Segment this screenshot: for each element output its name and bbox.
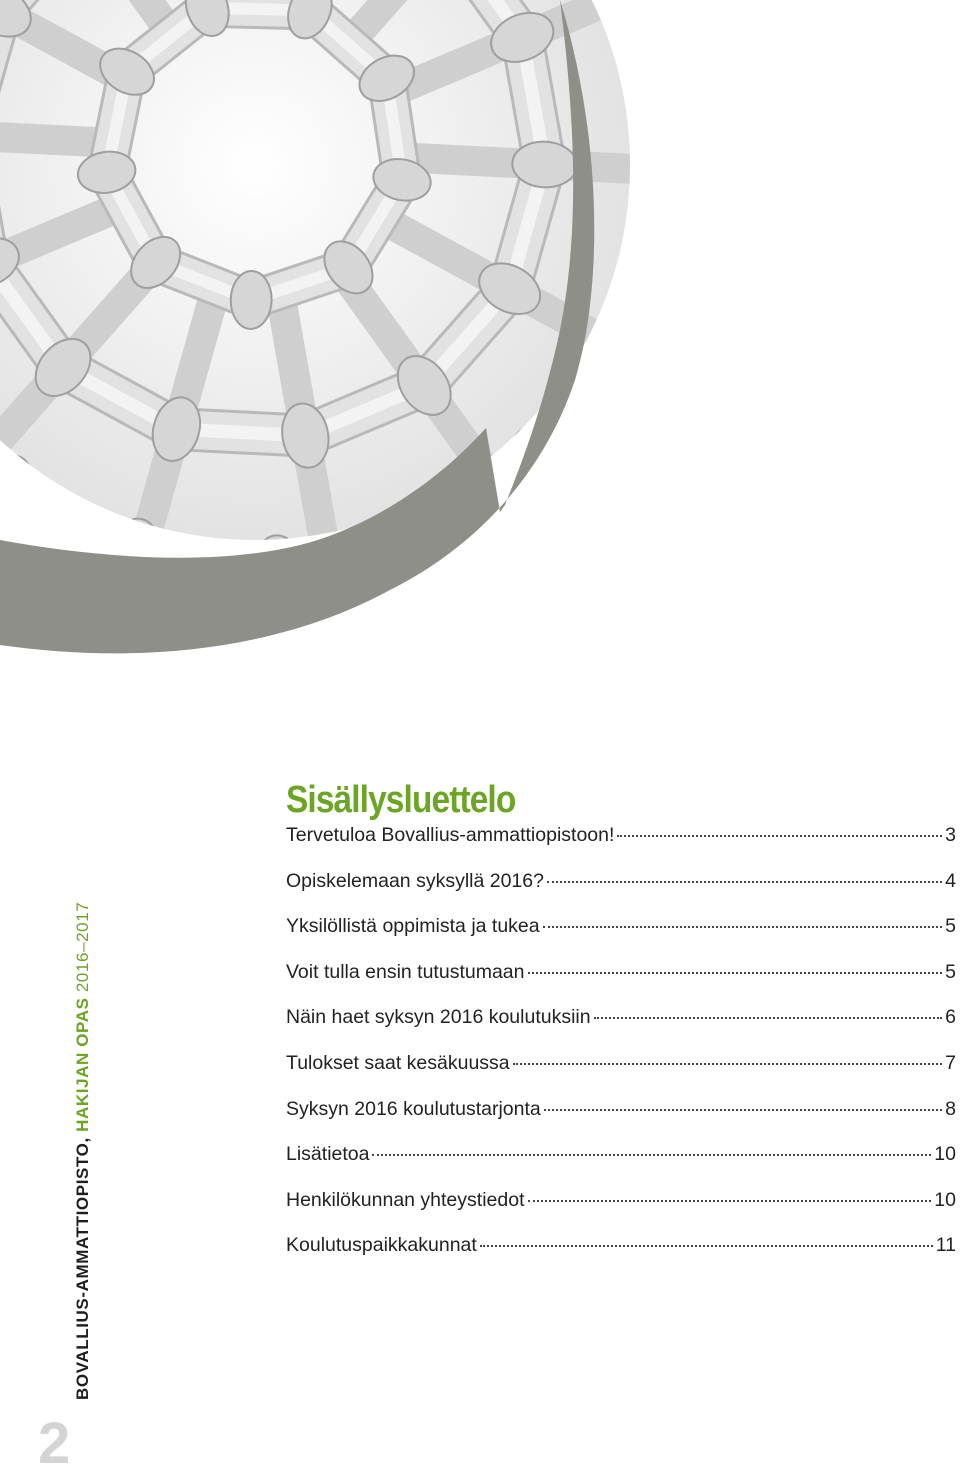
- toc-leader-dots: [617, 835, 942, 837]
- toc-leader-dots: [372, 1154, 931, 1156]
- toc-leader-dots: [594, 1017, 943, 1019]
- toc-entry[interactable]: [286, 961, 956, 1007]
- toc-entry[interactable]: [286, 870, 956, 916]
- sidebar-guide-name: HAKIJAN OPAS: [73, 997, 92, 1132]
- toc-entry[interactable]: [286, 1098, 956, 1144]
- hands-photo: [0, 0, 709, 605]
- toc-leader-dots: [513, 1063, 943, 1065]
- toc-entry[interactable]: [286, 1234, 956, 1280]
- toc-entry-page: 5: [945, 960, 956, 983]
- toc-entry[interactable]: [286, 915, 956, 961]
- toc-entry-title: Tulokset saat kesäkuussa: [286, 1051, 510, 1074]
- toc-leader-dots: [528, 972, 943, 974]
- toc-leader-dots: [543, 926, 943, 928]
- toc-entry-page: 10: [934, 1188, 956, 1211]
- hero-image: [0, 0, 960, 660]
- toc-entry[interactable]: [286, 1143, 956, 1189]
- toc-entry-page: 3: [945, 824, 956, 846]
- toc-entry-title: Koulutuspaikkakunnat: [286, 1234, 477, 1257]
- toc-entry-title: Yksilöllistä oppimista ja tukea: [286, 915, 540, 938]
- toc-leader-dots: [480, 1245, 933, 1247]
- toc-entry-page: 11: [935, 1234, 956, 1257]
- sidebar-years: 2016–2017: [73, 901, 92, 993]
- toc-entry[interactable]: [286, 1189, 956, 1235]
- toc-entry-page: 10: [934, 1143, 956, 1166]
- toc-entry-title: Syksyn 2016 koulutustarjonta: [286, 1097, 541, 1120]
- toc-entry-page: 5: [945, 915, 956, 938]
- toc-entry-title: Henkilökunnan yhteystiedot: [286, 1188, 525, 1211]
- table-of-contents: [286, 824, 956, 1280]
- toc-entry-title: Tervetuloa Bovallius-ammattiopistoon!: [286, 824, 615, 846]
- toc-entry-page: 8: [945, 1097, 956, 1120]
- toc-entry-page: 4: [945, 869, 956, 892]
- toc-entry-title: Näin haet syksyn 2016 koulutuksiin: [286, 1006, 591, 1029]
- toc-entry-title: Lisätietoa: [286, 1143, 370, 1166]
- toc-entry-title: Voit tulla ensin tutustumaan: [286, 960, 525, 983]
- sidebar-org-name: BOVALLIUS-AMMATTIOPISTO,: [73, 1137, 92, 1400]
- toc-entry[interactable]: [286, 824, 956, 870]
- toc-leader-dots: [547, 881, 942, 883]
- page-number: 2: [38, 1411, 71, 1476]
- toc-entry-title: Opiskelemaan syksyllä 2016?: [286, 869, 544, 892]
- toc-entry[interactable]: [286, 1006, 956, 1052]
- toc-title: Sisällysluettelo: [286, 779, 516, 821]
- sidebar-publication-label: [72, 902, 94, 1400]
- toc-leader-dots: [528, 1200, 932, 1202]
- toc-entry-page: 7: [945, 1051, 956, 1074]
- toc-leader-dots: [544, 1109, 942, 1111]
- toc-entry-page: 6: [945, 1006, 956, 1029]
- toc-entry[interactable]: [286, 1052, 956, 1098]
